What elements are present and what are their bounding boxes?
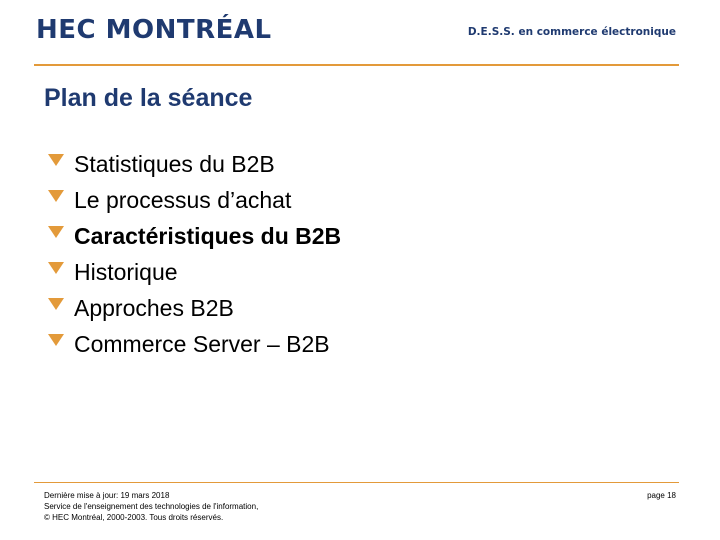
- agenda-item-label: Statistiques du B2B: [74, 150, 275, 177]
- slide-title: Plan de la séance: [44, 84, 253, 112]
- agenda-item: [48, 182, 341, 218]
- program-name: D.E.S.S. en commerce électronique: [467, 26, 676, 38]
- service-text: Service de l'enseignement des technologies de l'information,: [44, 502, 259, 511]
- triangle-bullet-icon: [48, 334, 64, 346]
- agenda-item-current: [48, 218, 341, 254]
- footer-divider: [34, 482, 679, 483]
- header-divider: [34, 64, 679, 66]
- agenda-item-label: Commerce Server – B2B: [74, 330, 330, 357]
- agenda-item-label: Approches B2B: [74, 294, 234, 321]
- triangle-bullet-icon: [48, 154, 64, 166]
- agenda-item-label: Historique: [74, 258, 178, 285]
- triangle-bullet-icon: [48, 298, 64, 310]
- page-number: page 18: [647, 491, 676, 500]
- footer-info: [44, 490, 258, 523]
- triangle-bullet-icon: [48, 226, 64, 238]
- agenda-list: [48, 146, 341, 362]
- copyright-text: © HEC Montréal, 2000-2003. Tous droits réservés.: [44, 513, 224, 522]
- agenda-item: [48, 290, 341, 326]
- agenda-item-label: Le processus d’achat: [74, 186, 292, 213]
- agenda-item-label: Caractéristiques du B2B: [74, 222, 342, 249]
- logo-text: HEC MONTRÉAL: [36, 15, 272, 45]
- agenda-item: [48, 326, 341, 362]
- last-update-text: Dernière mise à jour: 19 mars 2018: [44, 491, 170, 500]
- agenda-item: [48, 146, 341, 182]
- agenda-item: [48, 254, 341, 290]
- hec-montreal-logo: [36, 10, 272, 50]
- triangle-bullet-icon: [48, 262, 64, 274]
- triangle-bullet-icon: [48, 190, 64, 202]
